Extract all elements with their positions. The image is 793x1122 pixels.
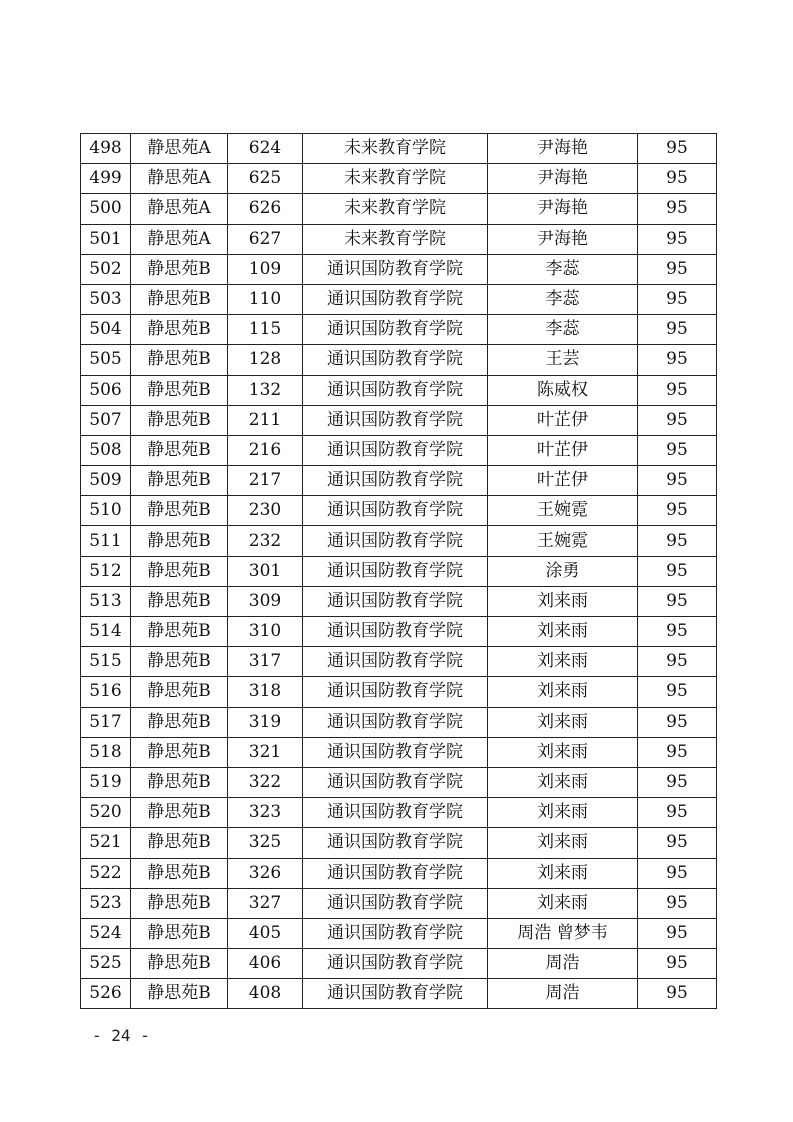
person-in-charge-cell: 周浩	[488, 979, 638, 1009]
college-cell: 通识国防教育学院	[303, 979, 488, 1009]
building-cell: 静思苑B	[131, 435, 228, 465]
room-number-cell: 406	[228, 949, 303, 979]
table-row	[81, 496, 717, 526]
college-cell: 通识国防教育学院	[303, 767, 488, 797]
row-number-cell: 520	[81, 798, 131, 828]
college-cell: 未来教育学院	[303, 164, 488, 194]
row-number-cell: 510	[81, 496, 131, 526]
score-cell: 95	[638, 979, 717, 1009]
room-number-cell: 217	[228, 466, 303, 496]
college-cell: 通识国防教育学院	[303, 405, 488, 435]
college-cell: 通识国防教育学院	[303, 315, 488, 345]
table-row	[81, 375, 717, 405]
college-cell: 通识国防教育学院	[303, 798, 488, 828]
college-cell: 通识国防教育学院	[303, 918, 488, 948]
college-cell: 未来教育学院	[303, 224, 488, 254]
row-number-cell: 500	[81, 194, 131, 224]
score-cell: 95	[638, 647, 717, 677]
building-cell: 静思苑A	[131, 134, 228, 164]
college-cell: 通识国防教育学院	[303, 496, 488, 526]
table-row	[81, 254, 717, 284]
table-row	[81, 315, 717, 345]
row-number-cell: 508	[81, 435, 131, 465]
row-number-cell: 517	[81, 707, 131, 737]
building-cell: 静思苑B	[131, 254, 228, 284]
row-number-cell: 524	[81, 918, 131, 948]
building-cell: 静思苑B	[131, 405, 228, 435]
table-row	[81, 284, 717, 314]
room-number-cell: 232	[228, 526, 303, 556]
room-number-cell: 318	[228, 677, 303, 707]
person-in-charge-cell: 尹海艳	[488, 134, 638, 164]
row-number-cell: 519	[81, 767, 131, 797]
room-number-cell: 624	[228, 134, 303, 164]
table-row	[81, 345, 717, 375]
building-cell: 静思苑B	[131, 737, 228, 767]
person-in-charge-cell: 刘来雨	[488, 677, 638, 707]
row-number-cell: 502	[81, 254, 131, 284]
person-in-charge-cell: 刘来雨	[488, 767, 638, 797]
score-cell: 95	[638, 828, 717, 858]
room-number-cell: 301	[228, 556, 303, 586]
score-cell: 95	[638, 164, 717, 194]
building-cell: 静思苑B	[131, 345, 228, 375]
page-number: - 24 -	[92, 1026, 150, 1045]
table-row	[81, 526, 717, 556]
room-number-cell: 627	[228, 224, 303, 254]
building-cell: 静思苑B	[131, 526, 228, 556]
building-cell: 静思苑B	[131, 707, 228, 737]
person-in-charge-cell: 刘来雨	[488, 707, 638, 737]
row-number-cell: 512	[81, 556, 131, 586]
person-in-charge-cell: 刘来雨	[488, 888, 638, 918]
row-number-cell: 523	[81, 888, 131, 918]
person-in-charge-cell: 涂勇	[488, 556, 638, 586]
college-cell: 通识国防教育学院	[303, 466, 488, 496]
row-number-cell: 501	[81, 224, 131, 254]
table-row	[81, 164, 717, 194]
person-in-charge-cell: 叶芷伊	[488, 405, 638, 435]
college-cell: 通识国防教育学院	[303, 647, 488, 677]
person-in-charge-cell: 叶芷伊	[488, 435, 638, 465]
college-cell: 未来教育学院	[303, 134, 488, 164]
person-in-charge-cell: 刘来雨	[488, 647, 638, 677]
table-row	[81, 737, 717, 767]
person-in-charge-cell: 周浩	[488, 949, 638, 979]
score-cell: 95	[638, 798, 717, 828]
building-cell: 静思苑B	[131, 466, 228, 496]
building-cell: 静思苑B	[131, 617, 228, 647]
college-cell: 通识国防教育学院	[303, 526, 488, 556]
table-row	[81, 224, 717, 254]
person-in-charge-cell: 刘来雨	[488, 586, 638, 616]
room-number-cell: 310	[228, 617, 303, 647]
row-number-cell: 516	[81, 677, 131, 707]
score-cell: 95	[638, 435, 717, 465]
row-number-cell: 514	[81, 617, 131, 647]
score-cell: 95	[638, 949, 717, 979]
score-cell: 95	[638, 224, 717, 254]
room-number-cell: 327	[228, 888, 303, 918]
person-in-charge-cell: 尹海艳	[488, 194, 638, 224]
score-cell: 95	[638, 586, 717, 616]
building-cell: 静思苑B	[131, 888, 228, 918]
score-cell: 95	[638, 767, 717, 797]
person-in-charge-cell: 王婉霓	[488, 496, 638, 526]
building-cell: 静思苑B	[131, 979, 228, 1009]
person-in-charge-cell: 刘来雨	[488, 828, 638, 858]
building-cell: 静思苑B	[131, 315, 228, 345]
row-number-cell: 503	[81, 284, 131, 314]
row-number-cell: 522	[81, 858, 131, 888]
row-number-cell: 498	[81, 134, 131, 164]
row-number-cell: 515	[81, 647, 131, 677]
row-number-cell: 526	[81, 979, 131, 1009]
score-cell: 95	[638, 345, 717, 375]
room-number-cell: 322	[228, 767, 303, 797]
building-cell: 静思苑B	[131, 284, 228, 314]
row-number-cell: 518	[81, 737, 131, 767]
college-cell: 通识国防教育学院	[303, 435, 488, 465]
person-in-charge-cell: 刘来雨	[488, 798, 638, 828]
person-in-charge-cell: 李蕊	[488, 315, 638, 345]
table-row	[81, 858, 717, 888]
room-number-cell: 625	[228, 164, 303, 194]
college-cell: 通识国防教育学院	[303, 828, 488, 858]
table-body	[81, 134, 717, 1009]
room-number-cell: 408	[228, 979, 303, 1009]
building-cell: 静思苑B	[131, 677, 228, 707]
room-number-cell: 317	[228, 647, 303, 677]
person-in-charge-cell: 刘来雨	[488, 737, 638, 767]
building-cell: 静思苑B	[131, 767, 228, 797]
table-row	[81, 767, 717, 797]
table-row	[81, 466, 717, 496]
dormitory-score-table	[80, 133, 717, 1009]
person-in-charge-cell: 王芸	[488, 345, 638, 375]
person-in-charge-cell: 刘来雨	[488, 617, 638, 647]
table-row	[81, 677, 717, 707]
person-in-charge-cell: 周浩 曾梦韦	[488, 918, 638, 948]
building-cell: 静思苑B	[131, 918, 228, 948]
score-cell: 95	[638, 677, 717, 707]
table-row	[81, 707, 717, 737]
row-number-cell: 507	[81, 405, 131, 435]
score-cell: 95	[638, 737, 717, 767]
score-cell: 95	[638, 858, 717, 888]
table-row	[81, 918, 717, 948]
table-row	[81, 194, 717, 224]
room-number-cell: 109	[228, 254, 303, 284]
score-cell: 95	[638, 888, 717, 918]
college-cell: 通识国防教育学院	[303, 586, 488, 616]
room-number-cell: 216	[228, 435, 303, 465]
college-cell: 通识国防教育学院	[303, 707, 488, 737]
room-number-cell: 321	[228, 737, 303, 767]
building-cell: 静思苑B	[131, 647, 228, 677]
score-cell: 95	[638, 707, 717, 737]
score-cell: 95	[638, 315, 717, 345]
person-in-charge-cell: 叶芷伊	[488, 466, 638, 496]
row-number-cell: 505	[81, 345, 131, 375]
table-row	[81, 828, 717, 858]
building-cell: 静思苑B	[131, 586, 228, 616]
room-number-cell: 128	[228, 345, 303, 375]
score-cell: 95	[638, 556, 717, 586]
building-cell: 静思苑B	[131, 798, 228, 828]
room-number-cell: 309	[228, 586, 303, 616]
row-number-cell: 513	[81, 586, 131, 616]
person-in-charge-cell: 李蕊	[488, 284, 638, 314]
person-in-charge-cell: 尹海艳	[488, 164, 638, 194]
room-number-cell: 326	[228, 858, 303, 888]
table-row	[81, 556, 717, 586]
row-number-cell: 511	[81, 526, 131, 556]
building-cell: 静思苑B	[131, 949, 228, 979]
dormitory-score-table-container	[80, 133, 717, 1009]
table-row	[81, 647, 717, 677]
room-number-cell: 323	[228, 798, 303, 828]
table-row	[81, 798, 717, 828]
table-row	[81, 617, 717, 647]
score-cell: 95	[638, 496, 717, 526]
college-cell: 通识国防教育学院	[303, 677, 488, 707]
room-number-cell: 230	[228, 496, 303, 526]
score-cell: 95	[638, 405, 717, 435]
row-number-cell: 504	[81, 315, 131, 345]
college-cell: 通识国防教育学院	[303, 375, 488, 405]
score-cell: 95	[638, 134, 717, 164]
college-cell: 通识国防教育学院	[303, 949, 488, 979]
table-row	[81, 134, 717, 164]
score-cell: 95	[638, 526, 717, 556]
score-cell: 95	[638, 918, 717, 948]
college-cell: 通识国防教育学院	[303, 556, 488, 586]
college-cell: 通识国防教育学院	[303, 345, 488, 375]
room-number-cell: 319	[228, 707, 303, 737]
building-cell: 静思苑B	[131, 828, 228, 858]
score-cell: 95	[638, 284, 717, 314]
room-number-cell: 325	[228, 828, 303, 858]
score-cell: 95	[638, 617, 717, 647]
room-number-cell: 211	[228, 405, 303, 435]
college-cell: 通识国防教育学院	[303, 284, 488, 314]
table-row	[81, 405, 717, 435]
building-cell: 静思苑B	[131, 556, 228, 586]
person-in-charge-cell: 尹海艳	[488, 224, 638, 254]
row-number-cell: 499	[81, 164, 131, 194]
table-row	[81, 586, 717, 616]
college-cell: 通识国防教育学院	[303, 617, 488, 647]
building-cell: 静思苑A	[131, 224, 228, 254]
row-number-cell: 525	[81, 949, 131, 979]
building-cell: 静思苑B	[131, 496, 228, 526]
person-in-charge-cell: 李蕊	[488, 254, 638, 284]
person-in-charge-cell: 陈威权	[488, 375, 638, 405]
table-row	[81, 435, 717, 465]
table-row	[81, 888, 717, 918]
college-cell: 通识国防教育学院	[303, 254, 488, 284]
building-cell: 静思苑B	[131, 375, 228, 405]
score-cell: 95	[638, 254, 717, 284]
score-cell: 95	[638, 466, 717, 496]
room-number-cell: 115	[228, 315, 303, 345]
building-cell: 静思苑B	[131, 858, 228, 888]
row-number-cell: 506	[81, 375, 131, 405]
college-cell: 通识国防教育学院	[303, 737, 488, 767]
row-number-cell: 509	[81, 466, 131, 496]
room-number-cell: 626	[228, 194, 303, 224]
room-number-cell: 132	[228, 375, 303, 405]
building-cell: 静思苑A	[131, 164, 228, 194]
college-cell: 通识国防教育学院	[303, 888, 488, 918]
person-in-charge-cell: 刘来雨	[488, 858, 638, 888]
score-cell: 95	[638, 194, 717, 224]
room-number-cell: 405	[228, 918, 303, 948]
building-cell: 静思苑A	[131, 194, 228, 224]
score-cell: 95	[638, 375, 717, 405]
table-row	[81, 979, 717, 1009]
row-number-cell: 521	[81, 828, 131, 858]
college-cell: 未来教育学院	[303, 194, 488, 224]
college-cell: 通识国防教育学院	[303, 858, 488, 888]
table-row	[81, 949, 717, 979]
person-in-charge-cell: 王婉霓	[488, 526, 638, 556]
room-number-cell: 110	[228, 284, 303, 314]
